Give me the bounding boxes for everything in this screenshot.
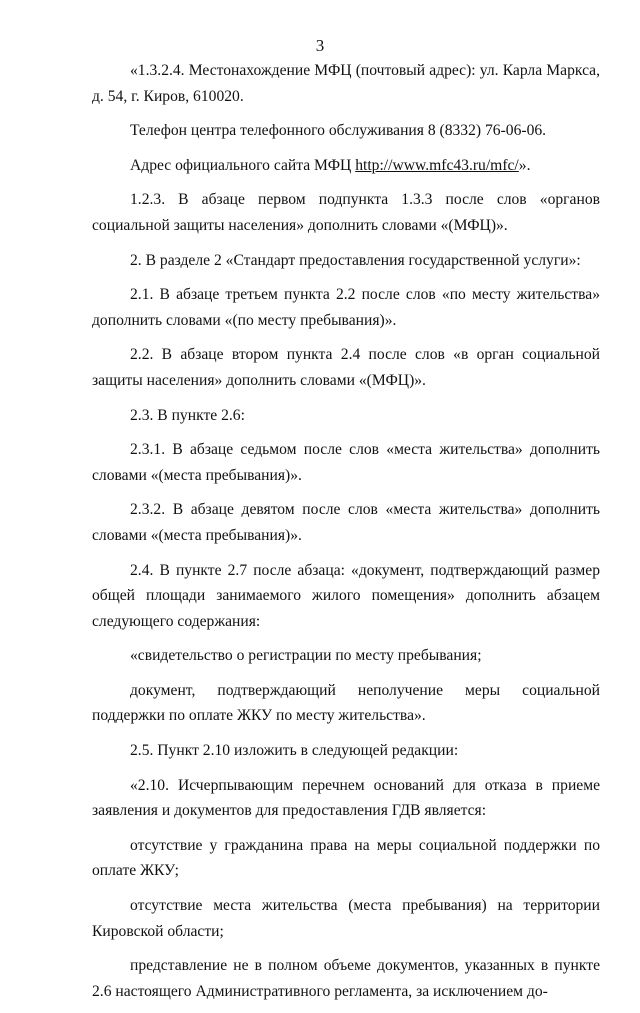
paragraph-2-3-2: 2.3.2. В абзаце девятом после слов «места жительства» дополнить словами «(места пребывания)». — [92, 501, 600, 544]
paragraph-mfc-address: «1.3.2.4. Местонахождение МФЦ (почтовый адрес): ул. Карла Маркса, д. 54, г. Киров, 610020. — [92, 62, 600, 105]
paragraph-website — [92, 153, 600, 179]
document-body — [92, 58, 600, 1013]
paragraph-section-2: 2. В разделе 2 «Стандарт предоставления государственной услуги»: — [130, 251, 581, 269]
paragraph-2-1: 2.1. В абзаце третьем пункта 2.2 после слов «по месту жительства» дополнить словами «(по месту пребывания)». — [92, 286, 600, 329]
paragraph-incomplete-docs: представление не в полном объеме документов, указанных в пункте 2.6 настоящего Административного регламента, за исключением до- — [92, 957, 600, 1000]
paragraph-certificate: «свидетельство о регистрации по месту пребывания; — [130, 647, 482, 665]
website-suffix: ». — [518, 156, 531, 174]
paragraph-2-2: 2.2. В абзаце втором пункта 2.4 после слов «в орган социальной защиты населения» дополнить словами «(МФЦ)». — [92, 346, 600, 389]
paragraph-no-right: отсутствие у гражданина права на меры социальной поддержки по оплате ЖКУ; — [92, 836, 600, 880]
paragraph-2-5: 2.5. Пункт 2.10 изложить в следующей редакции: — [130, 742, 459, 760]
page-number: 3 — [315, 36, 325, 55]
paragraph-document-confirm: документ, подтверждающий неполучение меры социальной поддержки по оплате ЖКУ по месту жительства». — [92, 681, 600, 725]
paragraph-phone: Телефон центра телефонного обслуживания 8 (8332) 76-06-06. — [130, 122, 547, 140]
website-link[interactable]: http://www.mfc43.ru/mfc/ — [355, 156, 519, 174]
paragraph-2-4: 2.4. В пункте 2.7 после абзаца: «документ, подтверждающий размер общей площади занимаемого жилого помещения» дополнить абзацем следующего содержания: — [92, 561, 600, 630]
paragraph-2-3-1: 2.3.1. В абзаце седьмом после слов «места жительства» дополнить словами «(места пребывания)». — [92, 441, 600, 484]
paragraph-2-3: 2.3. В пункте 2.6: — [130, 406, 245, 424]
paragraph-2-10: «2.10. Исчерпывающим перечнем оснований для отказа в приеме заявления и документов для предоставления ГДВ является: — [92, 776, 600, 820]
paragraph-1-2-3: 1.2.3. В абзаце первом подпункта 1.3.3 после слов «органов социальной защиты населения» дополнить словами «(МФЦ)». — [92, 191, 600, 234]
paragraph-no-residence: отсутствие места жительства (места пребывания) на территории Кировской области; — [92, 897, 600, 940]
website-label: Адрес официального сайта МФЦ — [130, 156, 356, 174]
